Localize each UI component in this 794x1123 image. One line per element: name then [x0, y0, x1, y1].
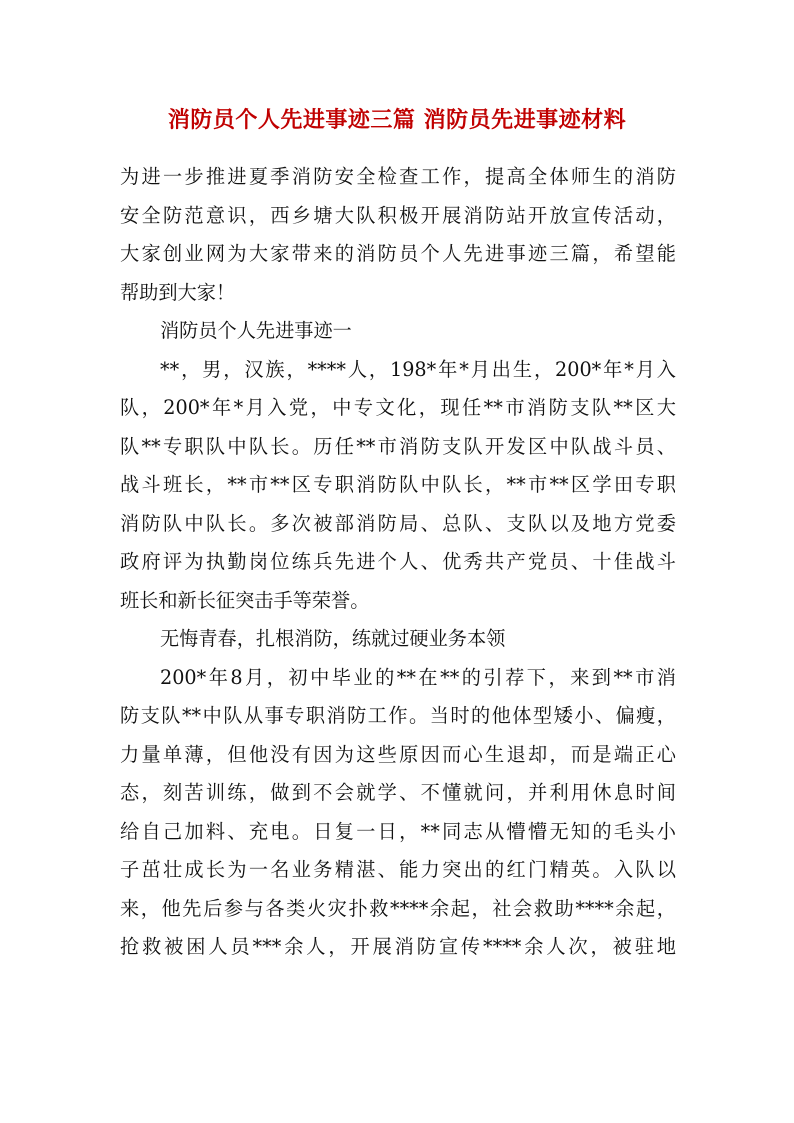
body-line: 力量单薄，但他没有因为这些原因而心生退却，而是端正心 — [120, 742, 676, 766]
section-subheading: 无悔青春，扎根消防，练就过硬业务本领 — [160, 627, 506, 650]
body-line: 来，他先后参与各类火灾扑救****余起，社会救助****余起， — [120, 896, 676, 920]
section-heading: 消防员个人先进事迹一 — [160, 319, 352, 342]
body-line: 子茁壮成长为一名业务精湛、能力突出的红门精英。入队以 — [120, 858, 676, 881]
body-line: 消防队中队长。多次被部消防局、总队、支队以及地方党委 — [120, 511, 676, 535]
body-line: 战斗班长，**市**区专职消防队中队长，**市**区学田专职 — [120, 473, 676, 496]
document-body — [120, 158, 676, 967]
body-line: 帮助到大家！ — [120, 280, 236, 304]
document-title: 消防员个人先进事迹三篇 消防员先进事迹材料 — [167, 107, 627, 133]
body-line: 防支队**中队从事专职消防工作。当时的他体型矮小、偏瘦， — [120, 704, 676, 727]
body-line: 安全防范意识，西乡塘大队积极开展消防站开放宣传活动， — [120, 203, 676, 227]
body-line: 200*年8月，初中毕业的**在**的引荐下，来到**市消 — [160, 665, 676, 689]
body-line: 队**专职队中队长。历任**市消防支队开发区中队战斗员、 — [120, 434, 676, 458]
body-line: 大家创业网为大家带来的消防员个人先进事迹三篇，希望能 — [120, 242, 676, 265]
body-line: 给自己加料、充电。日复一日，**同志从懵懵无知的毛头小 — [120, 819, 676, 843]
body-line: **，男，汉族，****人，198*年*月出生，200*年*月入 — [160, 357, 676, 381]
body-line: 政府评为执勤岗位练兵先进个人、优秀共产党员、十佳战斗 — [120, 550, 676, 573]
body-line: 班长和新长征突击手等荣誉。 — [120, 588, 370, 612]
body-line: 态，刻苦训练，做到不会就学、不懂就问，并利用休息时间 — [120, 781, 676, 804]
body-line: 抢救被困人员***余人，开展消防宣传****余人次，被驻地 — [120, 935, 676, 958]
body-line: 为进一步推进夏季消防安全检查工作，提高全体师生的消防 — [120, 165, 676, 188]
body-line: 队，200*年*月入党，中专文化，现任**市消防支队**区大 — [120, 396, 676, 419]
